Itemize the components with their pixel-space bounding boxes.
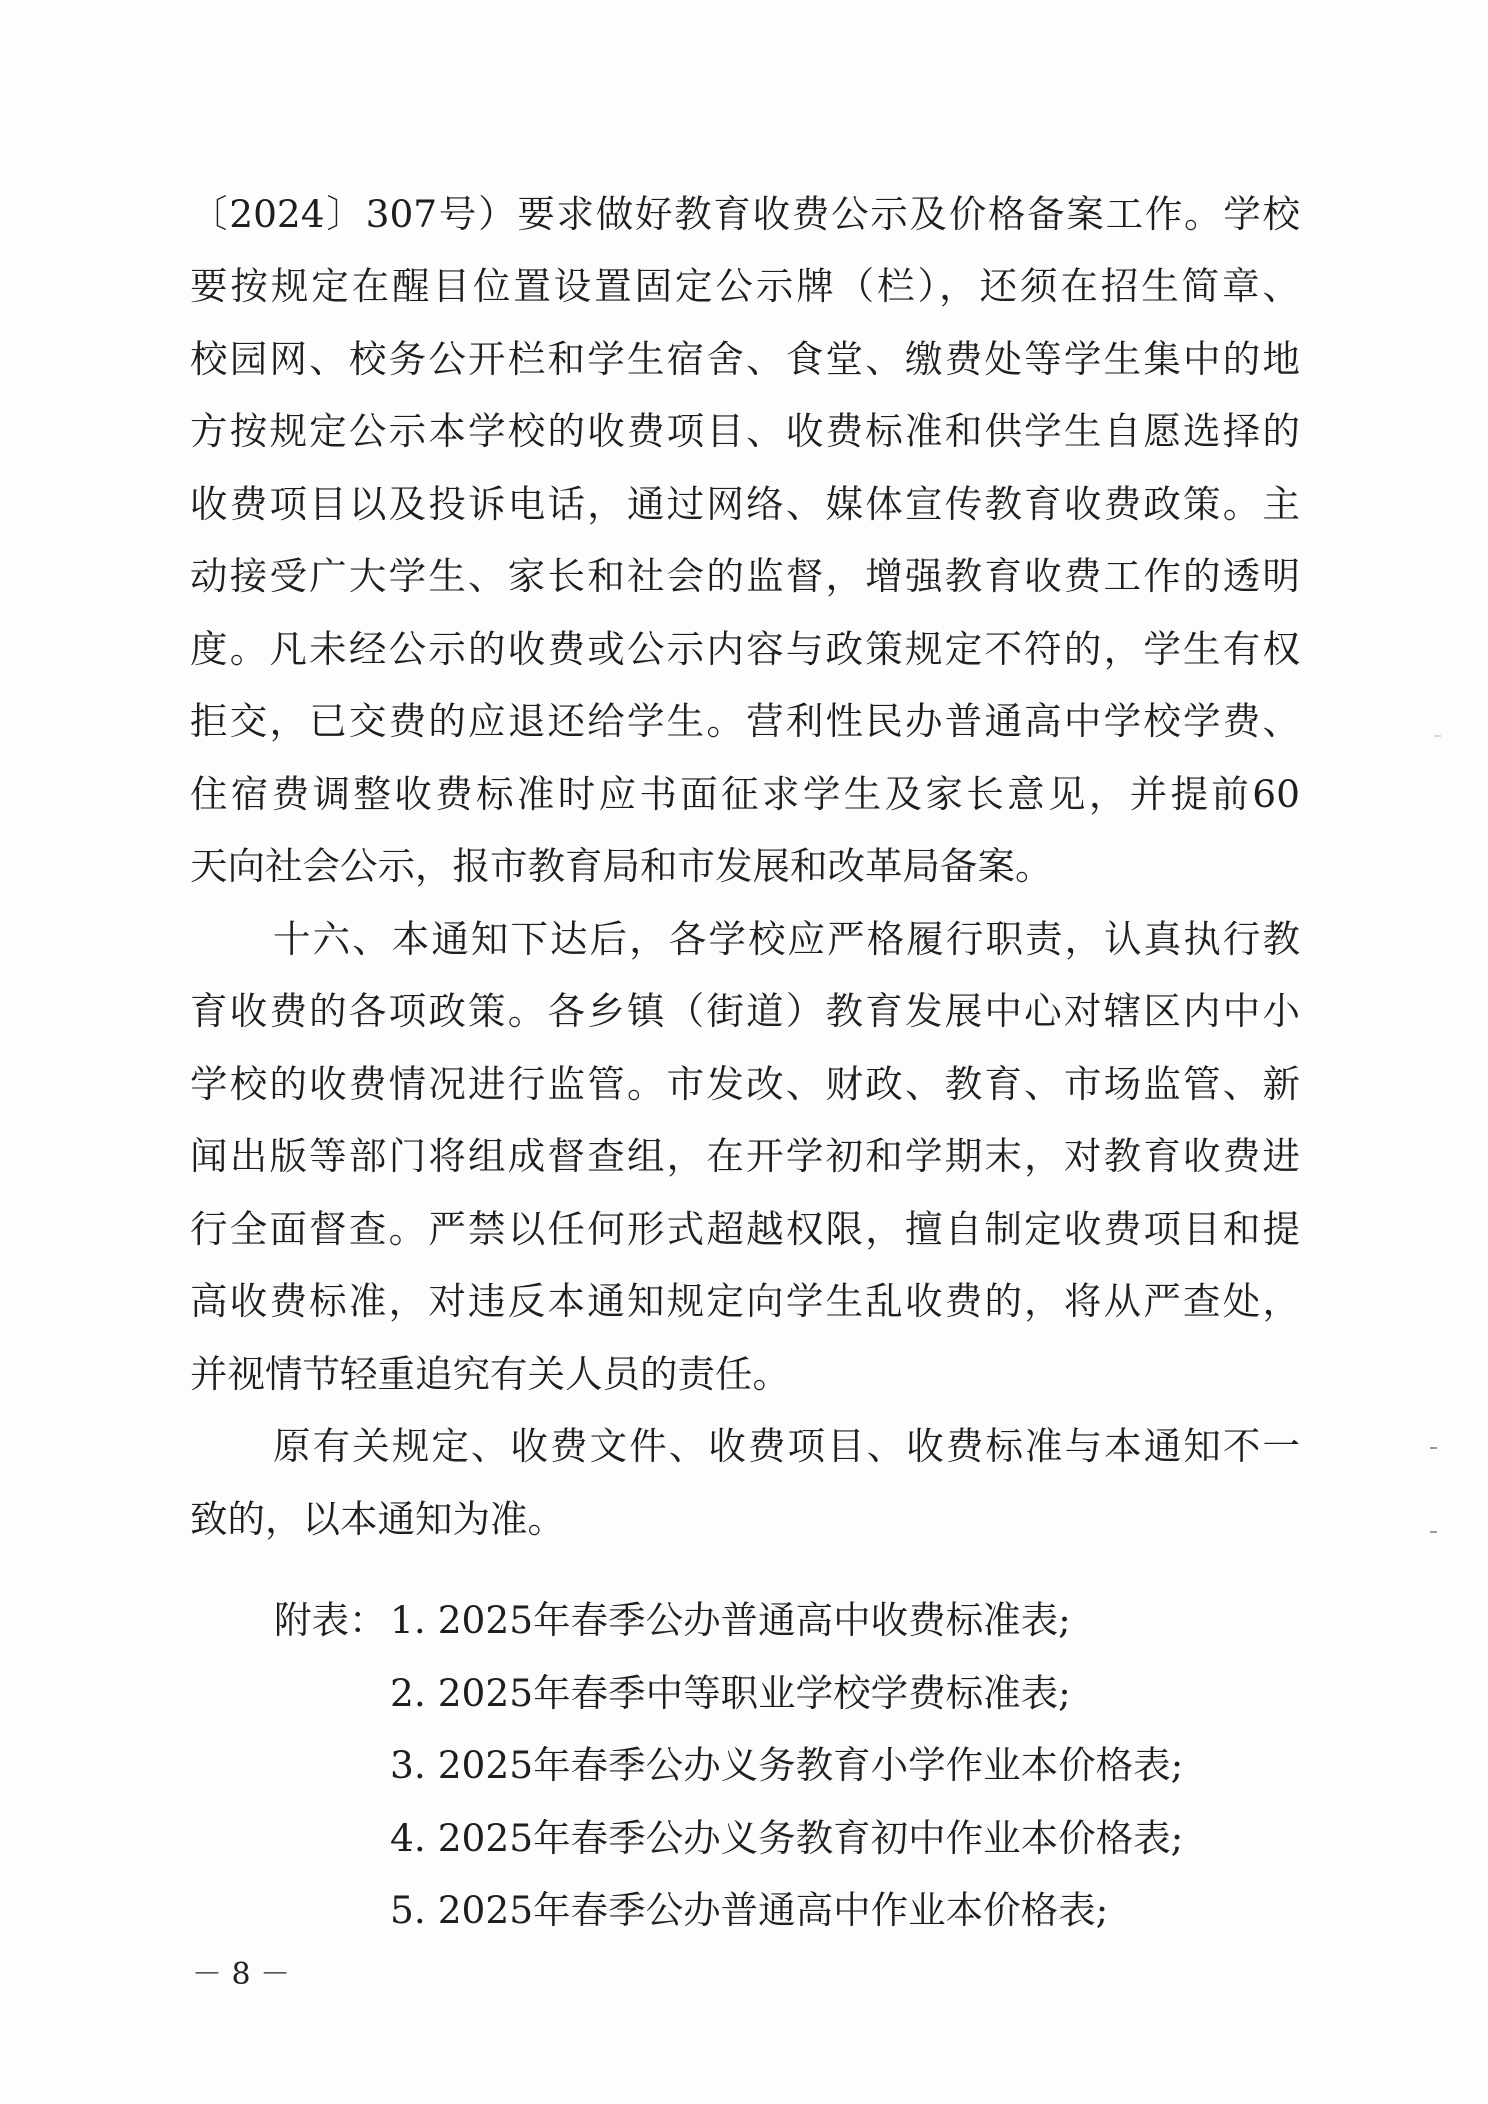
scan-speck [1430,1447,1437,1449]
page-number: － 8 － [192,1957,291,1992]
annex-item: 3. 2025年春季公办义务教育小学作业本价格表; [390,1743,1184,1787]
text-line: 天向社会公示，报市教育局和市发展和改革局备案。 [190,844,1053,888]
text-line: 致的，以本通知为准。 [190,1497,565,1541]
text-line: 要按规定在醒目位置设置固定公示牌（栏），还须在招生简章、 [190,264,1300,308]
text-line: 收费项目以及投诉电话，通过网络、媒体宣传教育收费政策。主 [190,482,1300,526]
scan-speck [1434,735,1441,737]
text-line: 方按规定公示本学校的收费项目、收费标准和供学生自愿选择的 [190,409,1300,453]
text-line: 动接受广大学生、家长和社会的监督，增强教育收费工作的透明 [190,554,1300,598]
text-line: 拒交，已交费的应退还给学生。营利性民办普通高中学校学费、 [190,699,1300,743]
annex-item: 2. 2025年春季中等职业学校学费标准表; [390,1671,1071,1715]
annex-item: 4. 2025年春季公办义务教育初中作业本价格表; [390,1816,1184,1860]
text-line: 高收费标准，对违反本通知规定向学生乱收费的，将从严查处， [190,1279,1300,1323]
text-line: 度。凡未经公示的收费或公示内容与政策规定不符的，学生有权 [190,627,1300,671]
text-line: 闻出版等部门将组成督查组，在开学初和学期末，对教育收费进 [190,1134,1300,1178]
scan-speck [1430,1531,1437,1533]
text-line: 并视情节轻重追究有关人员的责任。 [190,1352,790,1396]
text-line: 原有关规定、收费文件、收费项目、收费标准与本通知不一 [273,1424,1300,1468]
annex-item: 1. 2025年春季公办普通高中收费标准表; [390,1598,1071,1642]
annex-label: 附表： [274,1598,387,1642]
text-line: 校园网、校务公开栏和学生宿舍、食堂、缴费处等学生集中的地 [190,337,1300,381]
text-line: 学校的收费情况进行监管。市发改、财政、教育、市场监管、新 [190,1062,1300,1106]
annex-item: 5. 2025年春季公办普通高中作业本价格表; [390,1888,1109,1932]
text-line: 行全面督查。严禁以任何形式超越权限，擅自制定收费项目和提 [190,1207,1300,1251]
text-line: 育收费的各项政策。各乡镇（街道）教育发展中心对辖区内中小 [190,989,1300,1033]
text-line: 十六、本通知下达后，各学校应严格履行职责，认真执行教 [273,917,1300,961]
text-line: 住宿费调整收费标准时应书面征求学生及家长意见，并提前60 [190,772,1300,816]
text-line: 〔2024〕307号）要求做好教育收费公示及价格备案工作。学校 [190,192,1300,236]
